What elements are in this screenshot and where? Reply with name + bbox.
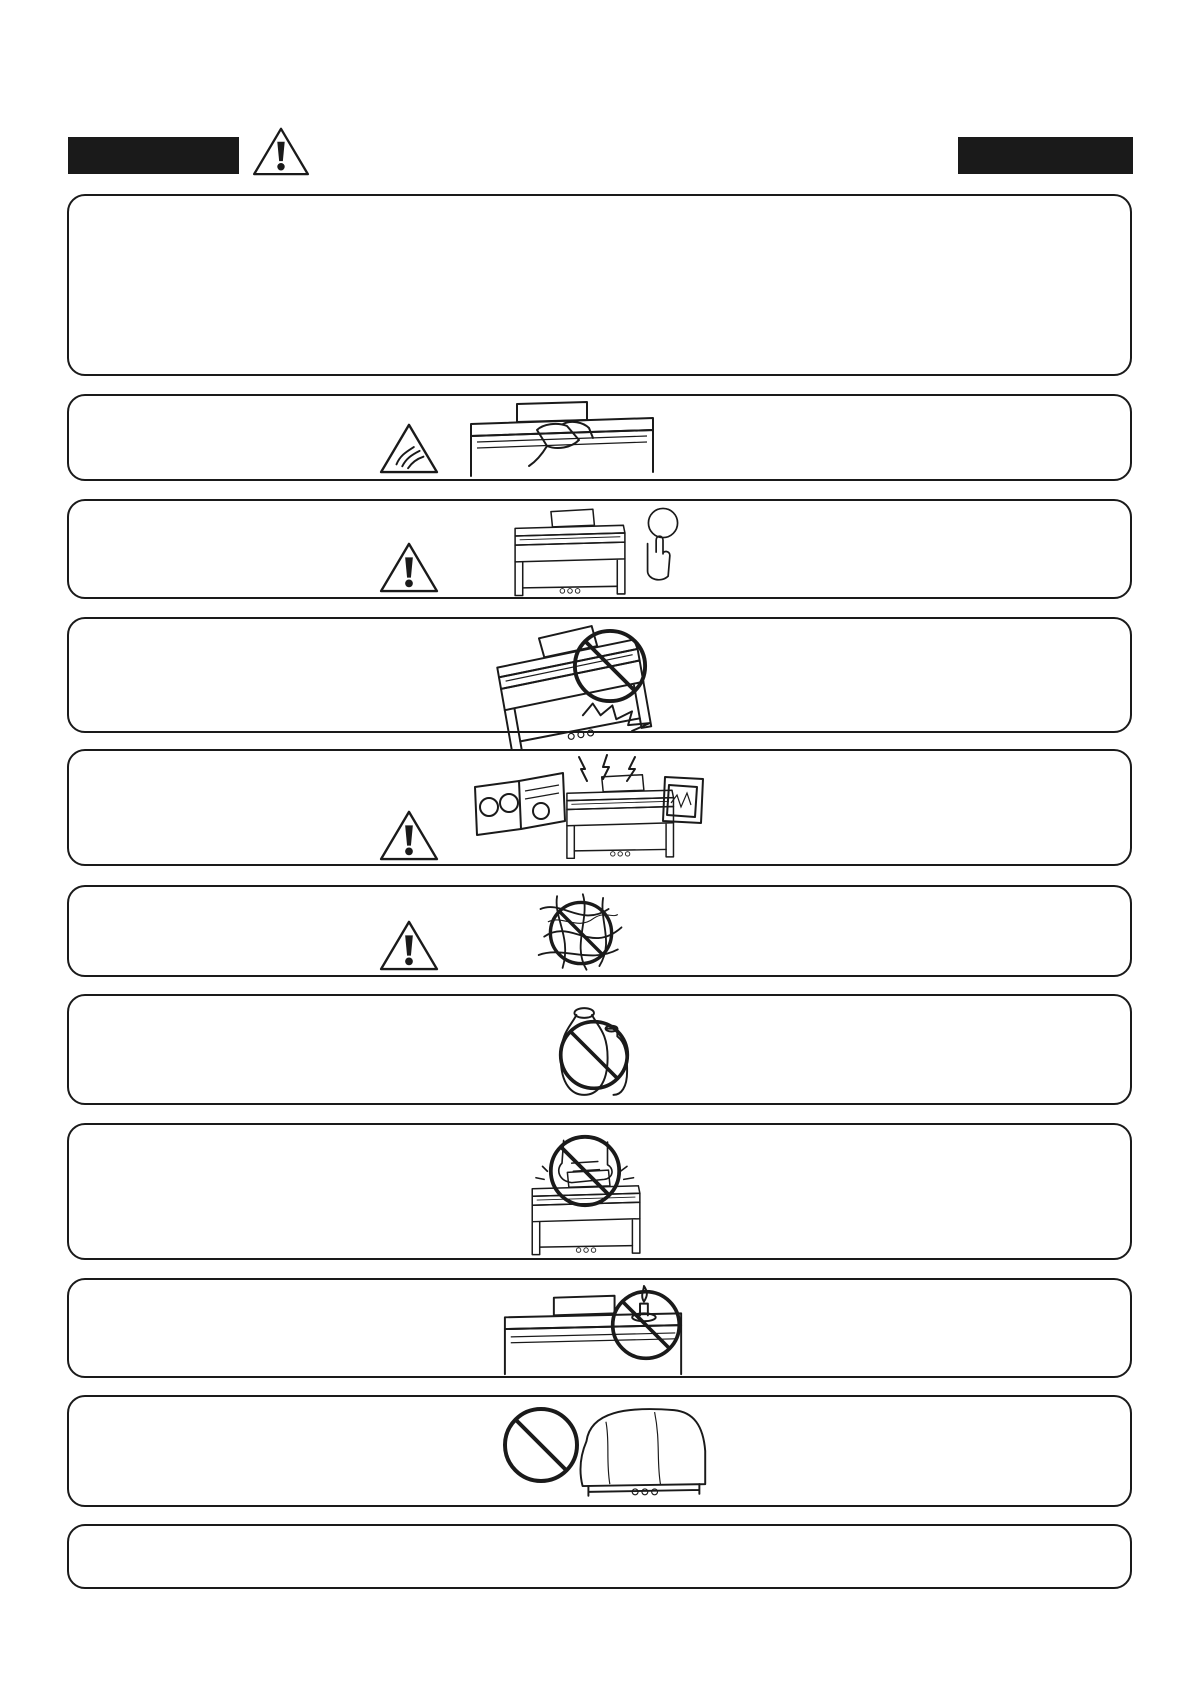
open-flame-panel — [67, 1278, 1132, 1378]
header-right-label-bar — [958, 137, 1133, 174]
prohibition-icon — [501, 1405, 581, 1485]
heavy-objects-panel — [67, 1123, 1132, 1260]
finger-press-button-illustration — [627, 503, 687, 591]
prohibition-icon — [609, 1288, 683, 1362]
prohibition-icon — [547, 899, 615, 967]
footer-note-panel — [67, 1524, 1132, 1589]
prohibition-icon — [557, 1018, 631, 1092]
warning-triangle-icon — [379, 541, 439, 593]
prohibition-icon — [571, 627, 649, 705]
piano-front-illustration — [509, 505, 631, 599]
cables-panel — [67, 885, 1132, 977]
warning-triangle-icon — [379, 919, 439, 971]
liquids-panel — [67, 994, 1132, 1105]
power-switch-panel — [67, 499, 1132, 599]
hands-on-keyboard-illustration — [467, 400, 657, 480]
warning-triangle-icon — [250, 126, 312, 176]
interference-panel — [67, 749, 1132, 866]
header-left-label-bar — [68, 137, 239, 174]
warning-triangle-icon — [379, 809, 439, 861]
hot-surface-panel — [67, 394, 1132, 481]
tipping-panel — [67, 617, 1132, 733]
cover-panel — [67, 1395, 1132, 1507]
prohibition-icon — [547, 1133, 623, 1209]
stereo-piano-tv-illustration — [469, 751, 709, 865]
covered-piano-illustration — [567, 1401, 713, 1501]
intro-panel — [67, 194, 1132, 376]
hot-surface-caution-icon — [379, 422, 439, 474]
